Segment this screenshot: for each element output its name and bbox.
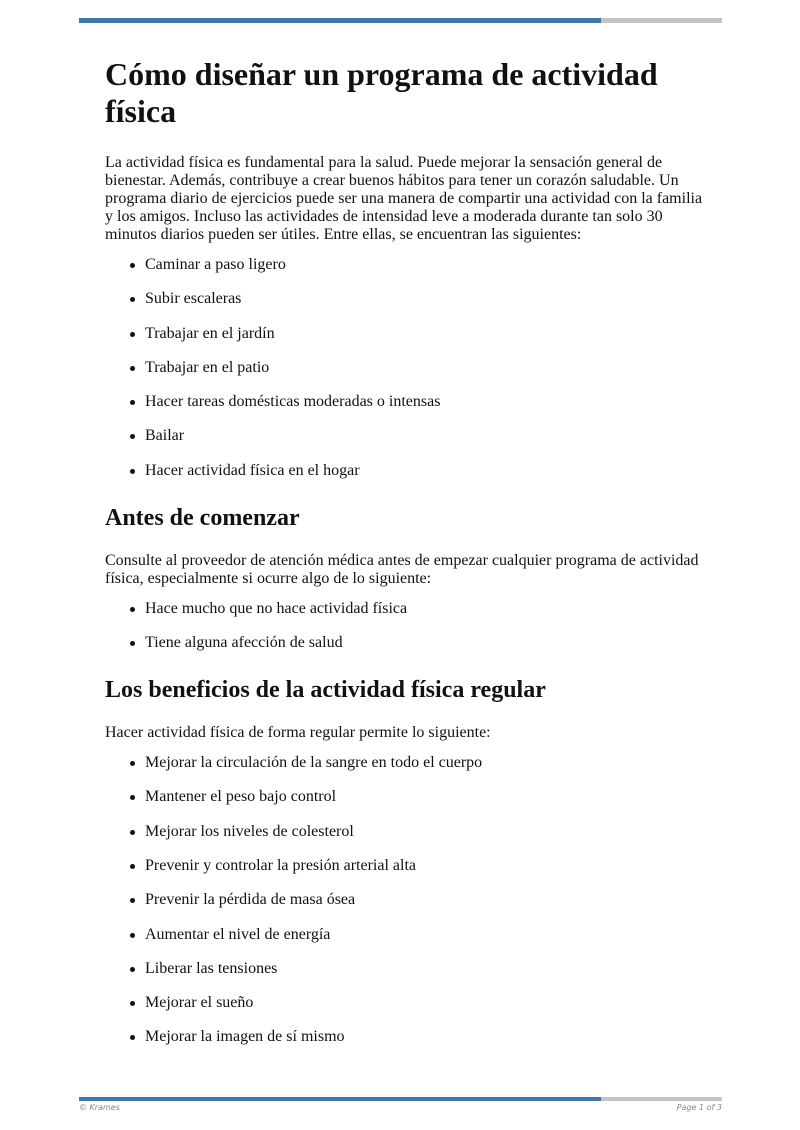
header-rule-accent bbox=[79, 18, 601, 23]
section-paragraph: Hacer actividad física de forma regular permite lo siguiente: bbox=[105, 724, 491, 742]
list-item: Liberar las tensiones bbox=[145, 960, 705, 978]
document-body bbox=[105, 56, 705, 1063]
list-item: Hace mucho que no hace actividad física bbox=[145, 600, 705, 618]
list-item: Mejorar la imagen de sí mismo bbox=[145, 1028, 705, 1046]
list-item: Mejorar los niveles de colesterol bbox=[145, 823, 705, 841]
list-item: Tiene alguna afección de salud bbox=[145, 634, 705, 652]
footer-page-number: Page 1 of 3 bbox=[676, 1103, 722, 1112]
footer-rule bbox=[79, 1097, 722, 1101]
list-item: Hacer tareas domésticas moderadas o intensas bbox=[145, 393, 705, 411]
conditions-list bbox=[105, 600, 705, 652]
activities-list bbox=[105, 256, 705, 480]
list-item: Aumentar el nivel de energía bbox=[145, 926, 705, 944]
list-item: Trabajar en el jardín bbox=[145, 325, 705, 343]
list-item: Bailar bbox=[145, 427, 705, 445]
header-rule bbox=[79, 18, 722, 23]
list-item: Mejorar la circulación de la sangre en todo el cuerpo bbox=[145, 754, 705, 772]
list-item: Caminar a paso ligero bbox=[145, 256, 705, 274]
list-item: Mantener el peso bajo control bbox=[145, 788, 705, 806]
list-item: Trabajar en el patio bbox=[145, 359, 705, 377]
list-item: Prevenir y controlar la presión arterial alta bbox=[145, 857, 705, 875]
list-item: Hacer actividad física en el hogar bbox=[145, 462, 705, 480]
benefits-list bbox=[105, 754, 705, 1046]
section-heading-beneficios: Los beneficios de la actividad física regular bbox=[105, 677, 546, 704]
intro-paragraph: La actividad física es fundamental para la salud. Puede mejorar la sensación general de bienestar. Además, contribuye a crear buenos hábitos para tener un corazón saludable. Un programa diario de ejercicios puede ser una manera de compartir una actividad con la familia y los amigos. Incluso las actividades de intensidad leve a moderada durante tan solo 30 minutos diarios pueden ser útiles. Entre ellas, se encuentran las siguientes: bbox=[105, 154, 703, 243]
page-title: Cómo diseñar un programa de actividad física bbox=[105, 56, 658, 129]
list-item: Mejorar el sueño bbox=[145, 994, 705, 1012]
section-heading-antes: Antes de comenzar bbox=[105, 504, 300, 531]
list-item: Prevenir la pérdida de masa ósea bbox=[145, 891, 705, 909]
footer-rule-accent bbox=[79, 1097, 601, 1101]
footer-copyright: © Krames bbox=[79, 1103, 120, 1112]
header-rule-gray bbox=[601, 18, 722, 23]
section-paragraph: Consulte al proveedor de atención médica antes de empezar cualquier programa de actividad física, especialmente si ocurre algo de lo siguiente: bbox=[105, 551, 699, 587]
list-item: Subir escaleras bbox=[145, 290, 705, 308]
footer-rule-gray bbox=[601, 1097, 722, 1101]
